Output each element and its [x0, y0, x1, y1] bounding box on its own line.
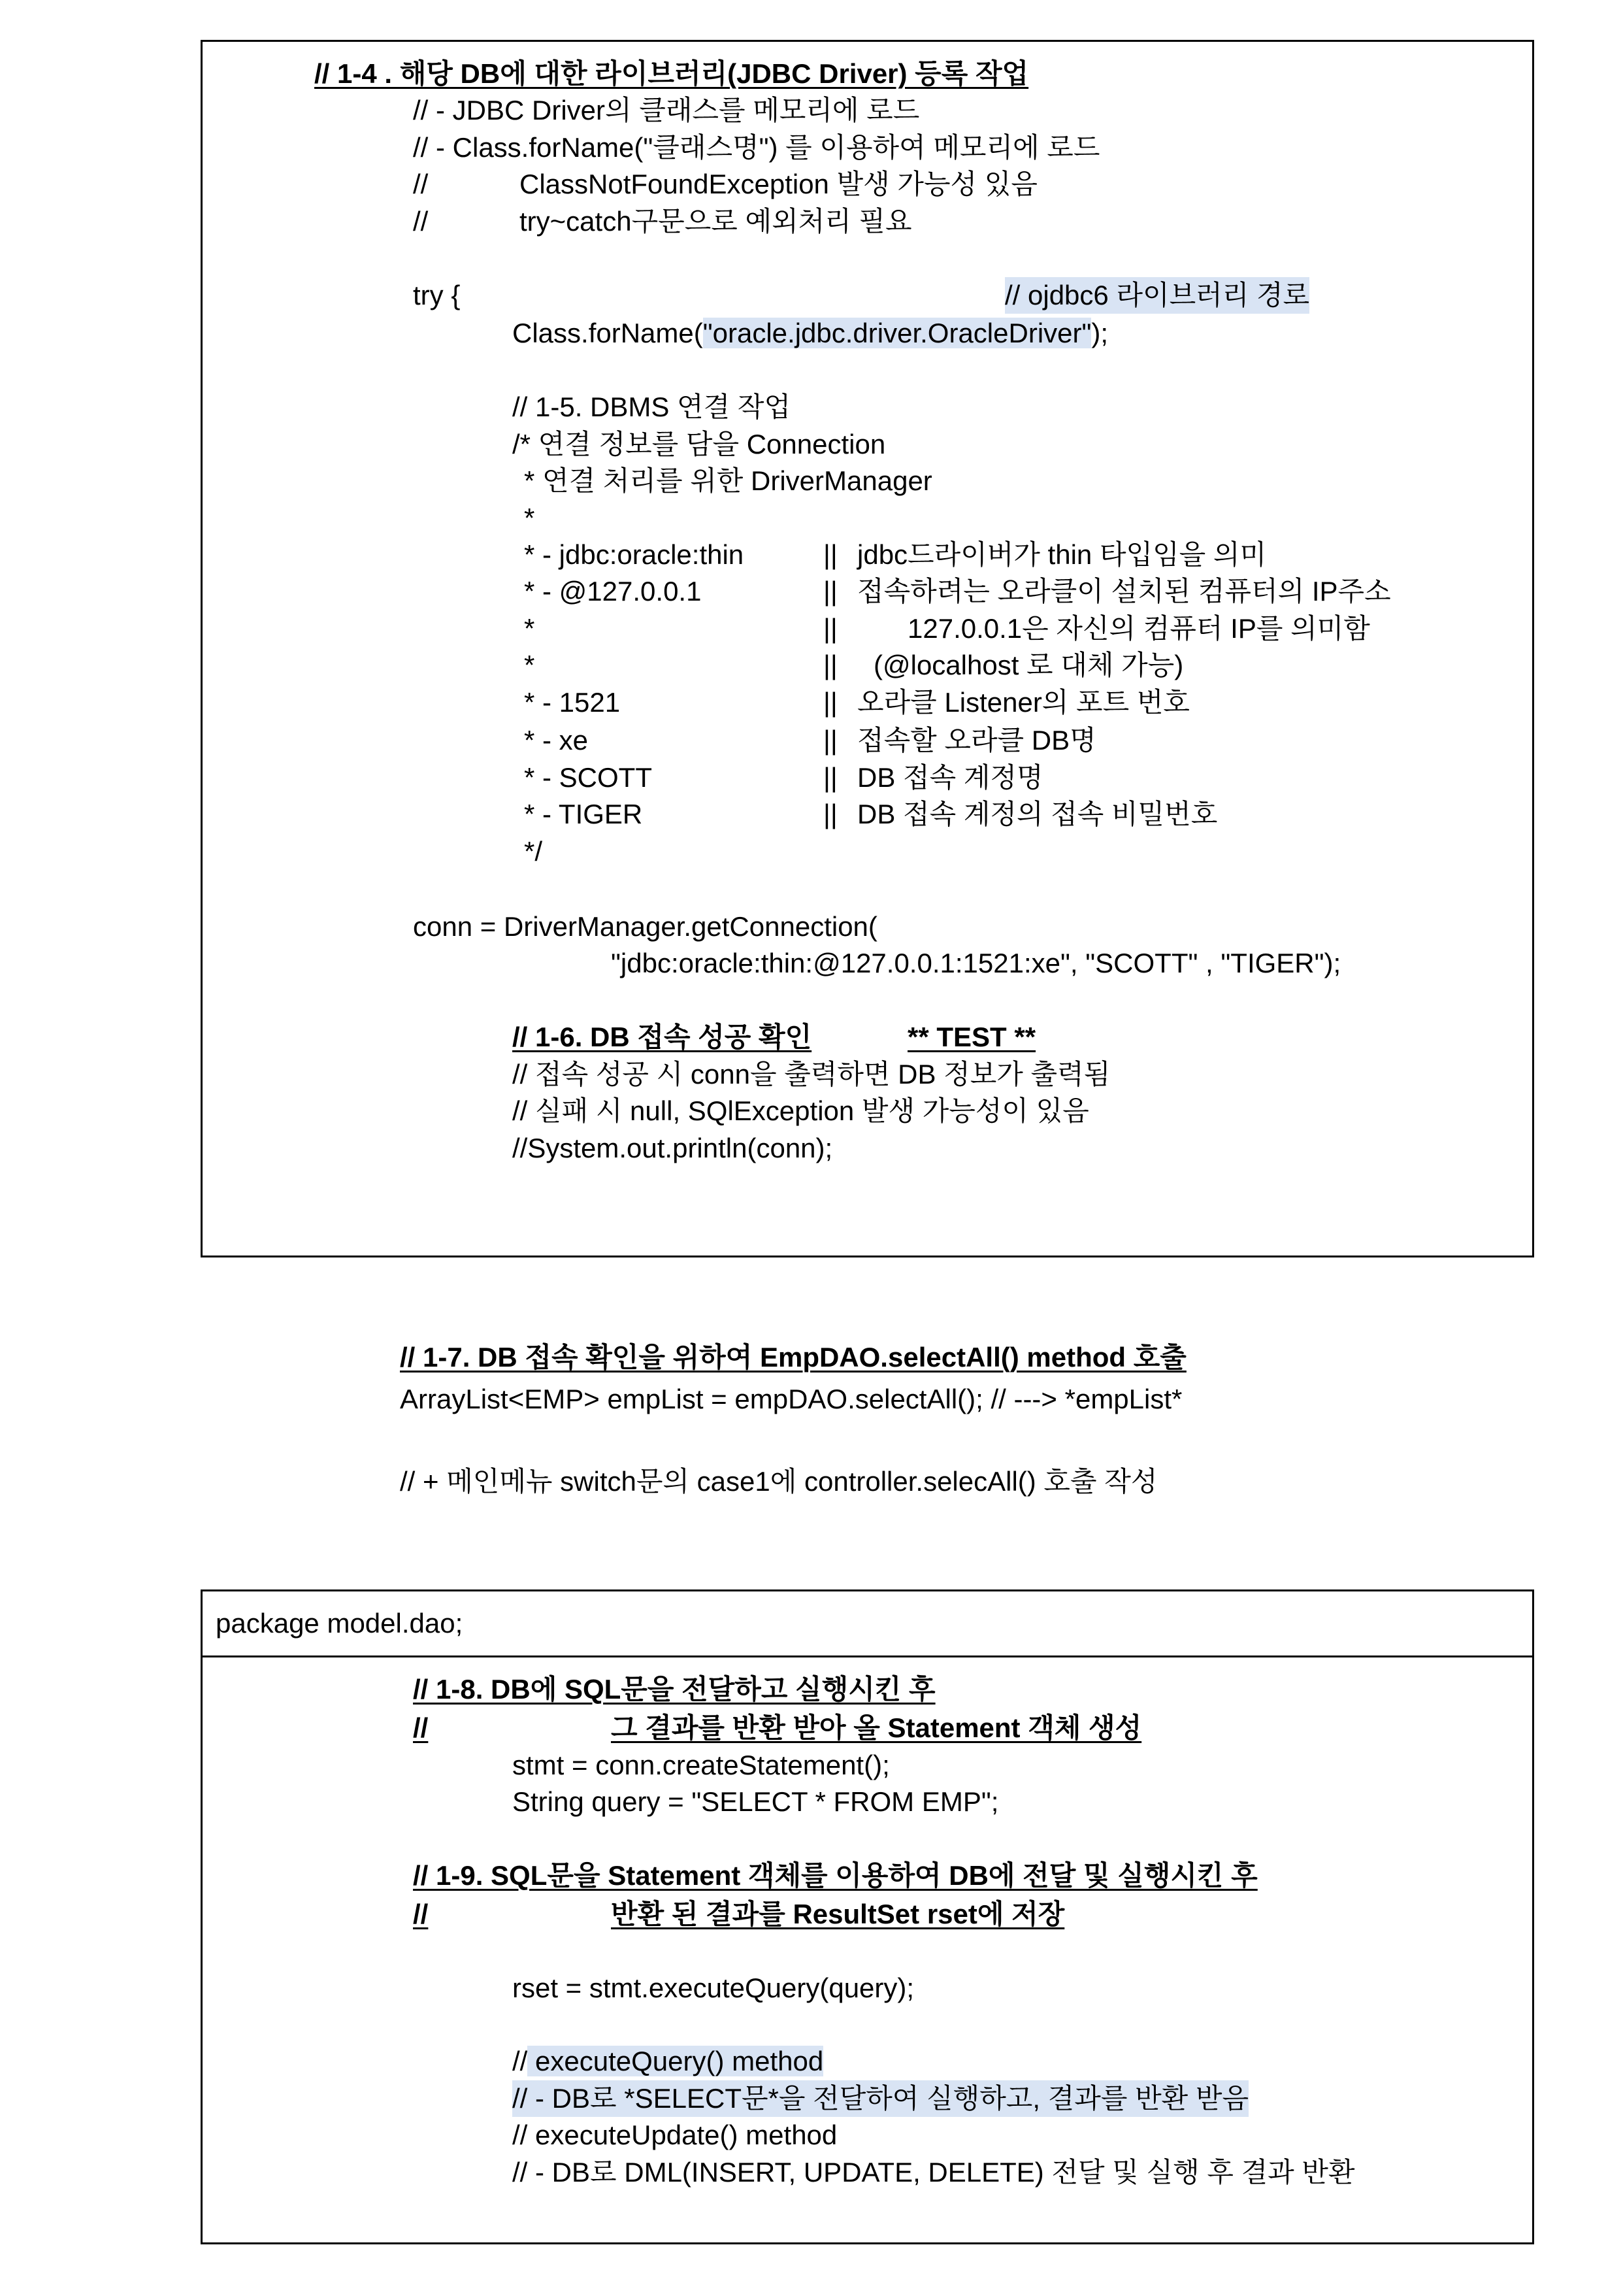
comment-prefix: // — [413, 206, 429, 237]
section-heading-1-8-continued: 그 결과를 반환 받아 올 Statement 객체 생성 — [611, 1712, 1142, 1743]
comment-line: // - JDBC Driver의 클래스를 메모리에 로드 — [413, 95, 920, 125]
execute-query-comment — [512, 2043, 823, 2080]
driver-connection-box — [201, 40, 1534, 1257]
param-separator: || — [823, 613, 838, 644]
param-key: * - 1521 — [524, 687, 621, 718]
param-key: * — [524, 613, 535, 644]
code-line: rset = stmt.executeQuery(query); — [512, 1972, 915, 2003]
try-open-line: try { — [413, 280, 461, 310]
param-description: DB 접속 계정명 — [857, 762, 1043, 793]
param-separator: || — [823, 539, 838, 570]
param-key: * - xe — [524, 725, 589, 756]
dao-box — [201, 1589, 1534, 2244]
section-heading-1-9-continued: 반환 된 결과를 ResultSet rset에 저장 — [611, 1899, 1065, 1929]
param-description: 127.0.0.1은 자신의 컴퓨터 IP를 의미함 — [908, 613, 1370, 644]
code-text: Class.forName( — [512, 318, 703, 348]
param-description: 접속할 오라클 DB명 — [857, 725, 1096, 756]
code-line: String query = "SELECT * FROM EMP"; — [512, 1786, 999, 1817]
comment-line: // 접속 성공 시 conn을 출력하면 DB 정보가 출력됨 — [512, 1059, 1111, 1090]
param-description: jdbc드라이버가 thin 타입임을 의미 — [857, 539, 1267, 570]
doc-comment-line: /* 연결 정보를 담을 Connection — [512, 429, 886, 459]
param-separator: || — [823, 762, 838, 793]
param-key: * - SCOTT — [524, 762, 652, 793]
comment-line: //System.out.println(conn); — [512, 1133, 833, 1163]
param-description: (@localhost 로 대체 가능) — [874, 650, 1184, 680]
param-separator: || — [823, 687, 838, 718]
param-description: 오라클 Listener의 포트 번호 — [857, 687, 1190, 718]
connection-args-line: "jdbc:oracle:thin:@127.0.0.1:1521:xe", "SCOTT" , "TIGER"); — [611, 948, 1341, 978]
execute-update-description: // - DB로 DML(INSERT, UPDATE, DELETE) 전달 및 실행 후 결과 반환 — [512, 2157, 1355, 2188]
param-description: 접속하려는 오라클이 설치된 컴퓨터의 IP주소 — [857, 576, 1391, 607]
code-text: ); — [1091, 318, 1109, 348]
execute-query-highlight: executeQuery() method — [527, 2046, 824, 2076]
comment-line: // - Class.forName("클래스명") 를 이용하여 메모리에 로드 — [413, 132, 1100, 163]
param-separator: || — [823, 650, 838, 680]
comment-line: ClassNotFoundException 발생 가능성 있음 — [519, 169, 1038, 199]
library-path-comment: // ojdbc6 라이브러리 경로 — [1005, 277, 1309, 314]
param-key: * - jdbc:oracle:thin — [524, 539, 744, 570]
param-separator: || — [823, 576, 838, 607]
section-heading-1-8: // 1-8. DB에 SQL문을 전달하고 실행시킨 후 — [413, 1674, 936, 1705]
comment-line: // + 메인메뉴 switch문의 case1에 controller.selecAll() 호출 작성 — [400, 1466, 1158, 1497]
section-heading-1-4: // 1-4 . 해당 DB에 대한 라이브러리(JDBC Driver) 등록 작업 — [314, 58, 1029, 89]
section-heading-1-7: // 1-7. DB 접속 확인을 위하여 EmpDAO.selectAll() method 호출 — [400, 1342, 1187, 1373]
comment-prefix: // — [512, 2046, 528, 2076]
param-key: * - TIGER — [524, 799, 643, 829]
section-heading-1-9: // 1-9. SQL문을 Statement 객체를 이용하여 DB에 전달 및 실행시킨 후 — [413, 1860, 1258, 1891]
code-line: ArrayList<EMP> empList = empDAO.selectAll(); // ---> *empList* — [400, 1384, 1183, 1414]
param-separator: || — [823, 725, 838, 756]
param-key: * - @127.0.0.1 — [524, 576, 702, 607]
param-key: * — [524, 650, 535, 680]
doc-comment-line: * 연결 처리를 위한 DriverManager — [524, 465, 932, 496]
doc-comment-close: */ — [524, 836, 543, 867]
code-line: stmt = conn.createStatement(); — [512, 1750, 890, 1780]
comment-prefix: // — [413, 169, 429, 199]
execute-update-comment: // executeUpdate() method — [512, 2120, 838, 2150]
package-declaration: package model.dao; — [216, 1608, 463, 1639]
param-separator: || — [823, 799, 838, 829]
doc-comment-line: * — [524, 503, 535, 533]
test-tag: ** TEST ** — [908, 1022, 1036, 1052]
param-description: DB 접속 계정의 접속 비밀번호 — [857, 799, 1218, 829]
comment-line: // 실패 시 null, SQlException 발생 가능성이 있음 — [512, 1095, 1089, 1126]
comment-line: try~catch구문으로 예외처리 필요 — [519, 206, 912, 237]
get-connection-line: conn = DriverManager.getConnection( — [413, 911, 877, 942]
driver-class-highlight: "oracle.jdbc.driver.OracleDriver" — [702, 318, 1092, 348]
execute-query-description: // - DB로 *SELECT문*을 전달하여 실행하고, 결과를 반환 받음 — [512, 2080, 1249, 2117]
heading-prefix: // — [413, 1712, 429, 1743]
heading-prefix: // — [413, 1899, 429, 1929]
section-heading-1-6: // 1-6. DB 접속 성공 확인 — [512, 1022, 812, 1052]
section-heading-1-5: // 1-5. DBMS 연결 작업 — [512, 391, 791, 422]
load-driver-line — [512, 315, 1108, 352]
dao-box-header — [203, 1591, 1532, 1657]
